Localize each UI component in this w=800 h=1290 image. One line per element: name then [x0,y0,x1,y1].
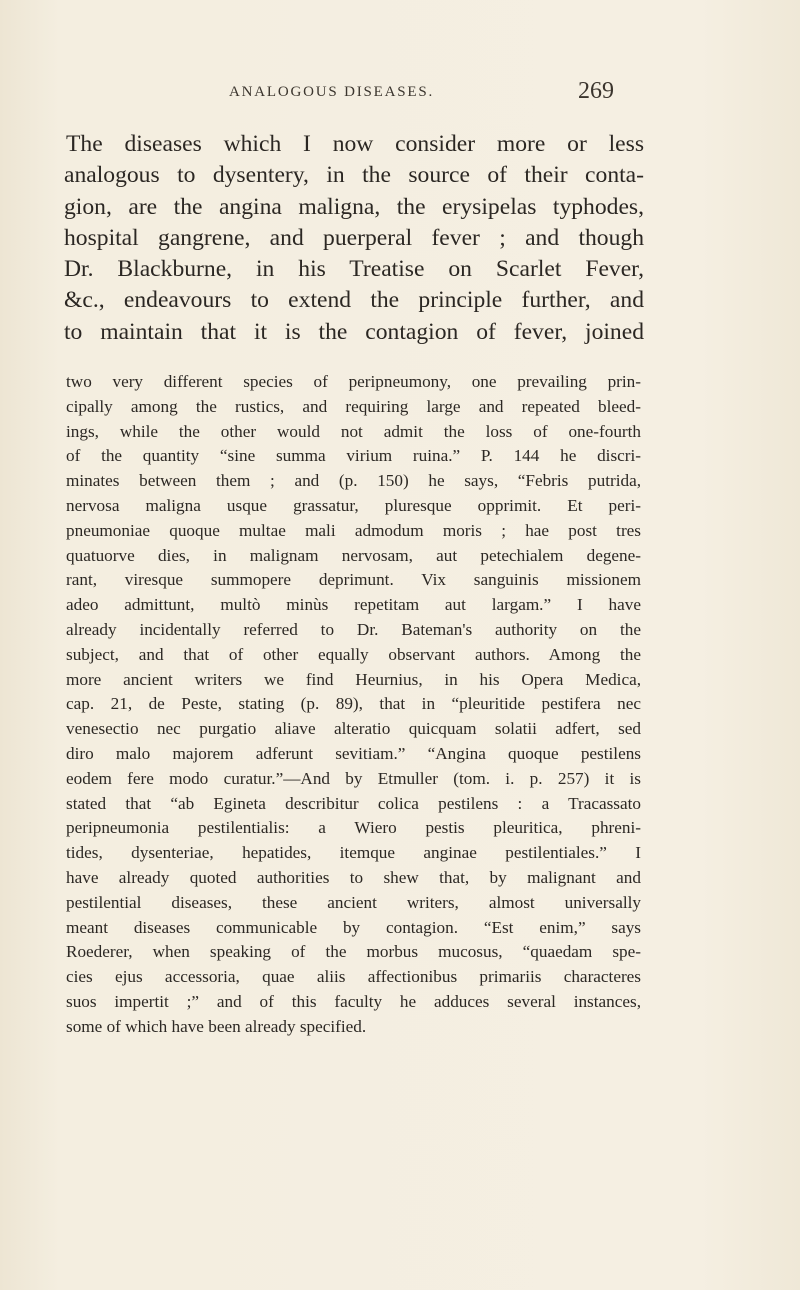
text-line: of the quantity “sine summa virium ruina.” P. 144 he discri- [66,446,641,466]
text-line: tides, dysenteriae, hepatides, itemque anginae pestilentiales.” I [66,843,641,863]
text-line: eodem fere modo curatur.”—And by Etmuller (tom. i. p. 257) it is [66,768,641,788]
text-line: some of which have been already specified. [66,1016,367,1036]
text-line: Roederer, when speaking of the morbus mucosus, “quaedam spe- [66,942,641,962]
text-line: stated that “ab Egineta describitur colica pestilens : a Tracassato [66,793,641,813]
text-line: cies ejus accessoria, quae aliis affectionibus primariis characteres [66,967,641,987]
text-line: already incidentally referred to Dr. Bateman's authority on the [66,619,641,639]
text-line: nervosa maligna usque grassatur, pluresque opprimit. Et peri- [66,495,641,515]
running-title: ANALOGOUS DISEASES. [229,84,435,100]
text-line: analogous to dysentery, in the source of their conta- [64,162,644,189]
text-line: more ancient writers we find Heurnius, in his Opera Medica, [66,669,641,689]
text-line: peripneumonia pestilentialis: a Wiero pestis pleuritica, phreni- [66,818,641,838]
text-line: cap. 21, de Peste, stating (p. 89), that in “pleuritide pestifera nec [66,694,641,714]
text-line: to maintain that it is the contagion of fever, joined [64,318,644,345]
page-number: 269 [578,78,614,104]
text-line: suos impertit ;” and of this faculty he adduces several instances, [66,991,641,1011]
text-line: minates between them ; and (p. 150) he says, “Febris putrida, [66,471,641,491]
text-line: rant, viresque summopere deprimunt. Vix sanguinis missionem [66,570,641,590]
text-line: gion, are the angina maligna, the erysipelas typhodes, [64,193,644,220]
text-line: quatuorve dies, in malignam nervosam, aut petechialem degene- [66,545,641,565]
text-line: ings, while the other would not admit the loss of one-fourth [66,421,641,441]
text-line: have already quoted authorities to shew that, by malignant and [66,867,641,887]
text-line: &c., endeavours to extend the principle further, and [64,287,644,314]
text-line: The diseases which I now consider more or less [66,131,644,157]
text-line: meant diseases communicable by contagion. “Est enim,” says [66,917,641,937]
text-line: pestilential diseases, these ancient writers, almost universally [66,892,641,912]
small-type-paragraph [66,370,641,1040]
text-line: cipally among the rustics, and requiring large and repeated bleed- [66,396,641,416]
text-line: Dr. Blackburne, in his Treatise on Scarlet Fever, [64,256,644,283]
text-line: subject, and that of other equally observant authors. Among the [66,644,641,664]
text-line: hospital gangrene, and puerperal fever ; and though [64,224,644,251]
text-line: two very different species of peripneumony, one prevailing prin- [66,372,641,391]
main-paragraph [64,129,644,348]
text-line: venesectio nec purgatio aliave alteratio quicquam solatii adfert, sed [66,719,641,739]
text-line: diro malo majorem adferunt sevitiam.” “Angina quoque pestilens [66,743,641,763]
text-line: pneumoniae quoque multae mali admodum moris ; hae post tres [66,520,641,540]
text-line: adeo admittunt, multò minùs repetitam aut largam.” I have [66,595,641,615]
